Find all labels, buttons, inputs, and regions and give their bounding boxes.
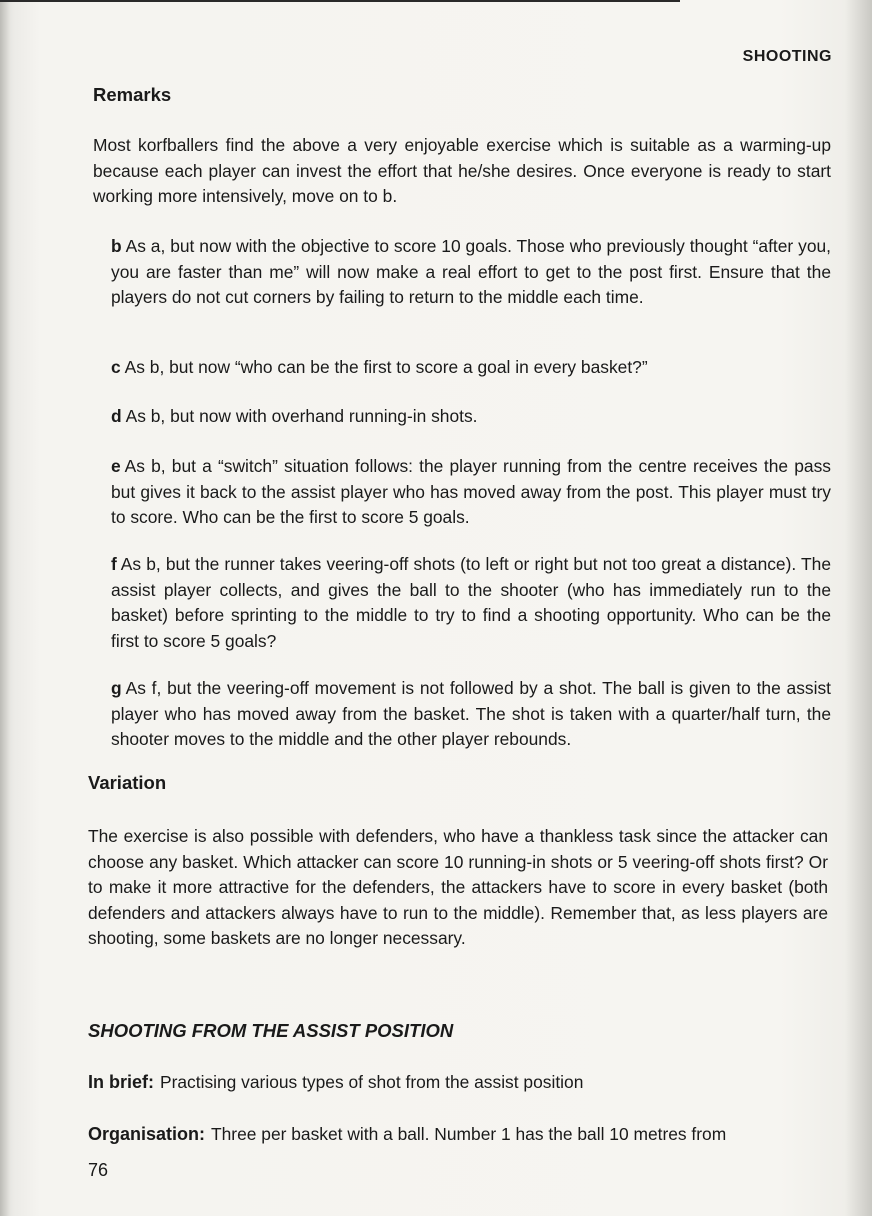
item-letter: c: [111, 357, 121, 377]
item-letter: e: [111, 456, 121, 476]
organisation-line: [88, 1122, 832, 1148]
item-text: As b, but now with overhand running-in shots.: [125, 406, 478, 426]
exercise-item-c: [111, 355, 831, 381]
item-text: As a, but now with the objective to score 10 goals. Those who previously thought “after you, you are faster than me” will now make a real effort to get to the post first. Ensure that the players do not cut corners by failing to return to the middle each time.: [111, 236, 831, 307]
item-text: As b, but the runner takes veering-off shots (to left or right but not too great a distance). The assist player collects, and gives the ball to the shooter (who has immediately run to the basket) before sprinting to the middle to try to find a shooting opportunity. Who can be the first to score 5 goals?: [111, 554, 831, 651]
remarks-paragraph: Most korfballers find the above a very enjoyable exercise which is suitable as a warming-up because each player can invest the effort that he/she desires. Once everyone is ready to start working more intensively, move on to b.: [93, 135, 831, 206]
running-header: SHOOTING: [742, 48, 832, 65]
variation-heading: Variation: [88, 772, 167, 793]
in-brief-line: [88, 1070, 832, 1096]
organisation-label: Organisation:: [88, 1124, 206, 1144]
item-text: As b, but a “switch” situation follows: the player running from the centre receives the pass but gives it back to the assist player who has moved away from the post. This player must try to score. Who can be the first to score 5 goals.: [111, 456, 831, 527]
page-number: 76: [88, 1160, 109, 1180]
item-letter: f: [111, 554, 117, 574]
item-text: As b, but now “who can be the first to score a goal in every basket?”: [124, 357, 648, 377]
item-letter: g: [111, 678, 122, 698]
variation-paragraph: The exercise is also possible with defenders, who have a thankless task since the attacker can choose any basket. Which attacker can score 10 running-in shots or 5 veering-off shots first? Or to make it more attractive for the defenders, the attackers have to score in every basket (both defenders and attackers always have to run to the middle). Remember that, as less players are shooting, some baskets are no longer necessary.: [88, 826, 828, 948]
exercise-item-b: [111, 234, 831, 311]
book-spine-shadow: [0, 0, 10, 1216]
exercise-item-g: [111, 676, 831, 753]
organisation-text: Three per basket with a ball. Number 1 has the ball 10 metres from: [211, 1124, 727, 1144]
in-brief-label: In brief:: [88, 1072, 154, 1092]
remarks-heading: Remarks: [93, 84, 172, 105]
exercise-item-f: [111, 552, 831, 654]
exercise-item-e: [111, 454, 831, 531]
exercise-item-d: [111, 404, 831, 430]
section-title: SHOOTING FROM THE ASSIST POSITION: [88, 1020, 454, 1041]
item-text: As f, but the veering-off movement is not followed by a shot. The ball is given to the assist player who has moved away from the basket. The shot is taken with a quarter/half turn, the shooter moves to the middle and the other player rebounds.: [111, 678, 831, 749]
item-letter: d: [111, 406, 122, 426]
in-brief-text: Practising various types of shot from the assist position: [160, 1072, 584, 1092]
page-top-edge: [0, 0, 680, 2]
item-letter: b: [111, 236, 122, 256]
